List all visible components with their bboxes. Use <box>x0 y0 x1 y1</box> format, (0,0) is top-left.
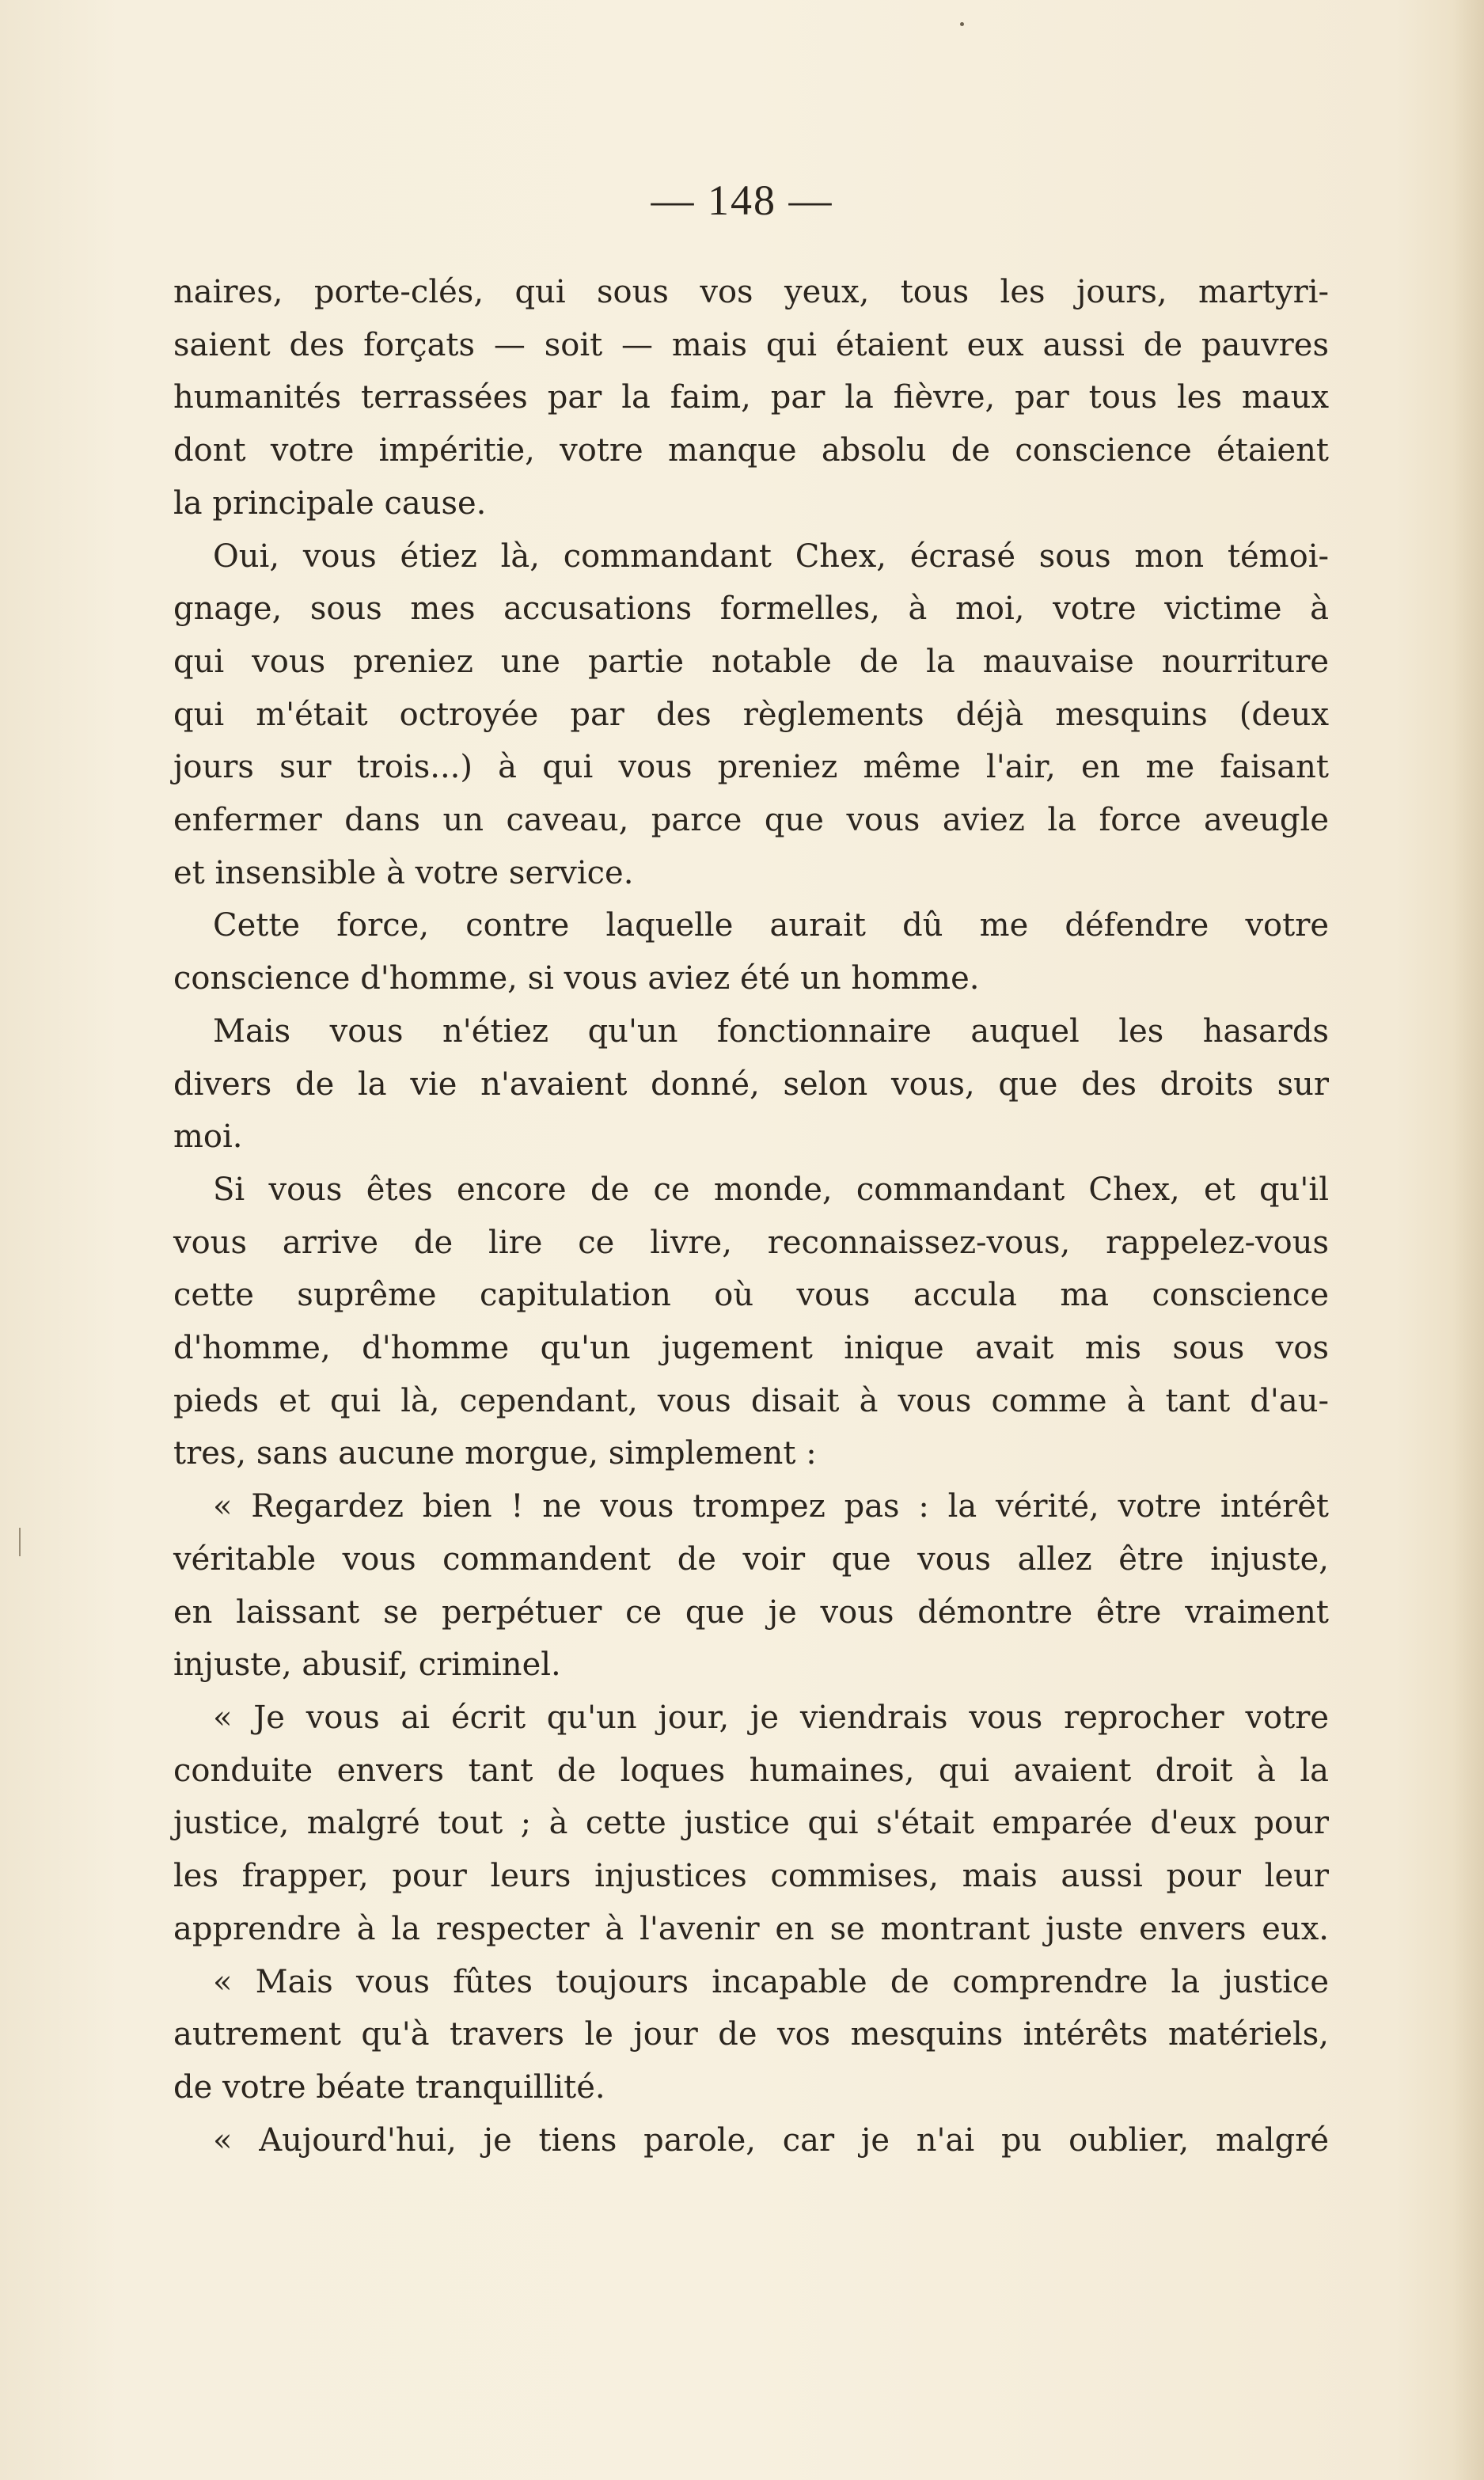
text-line: injuste, abusif, criminel. <box>173 1646 561 1684</box>
text-line: qui m'était octroyée par des règlements déjà mesquins (deux <box>173 696 1329 733</box>
text-line: Oui, vous étiez là, commandant Chex, écrasé sous mon témoi- <box>213 537 1329 575</box>
text-line: gnage, sous mes accusations formelles, à moi, votre victime à <box>173 591 1329 628</box>
text-line: naires, porte-clés, qui sous vos yeux, tous les jours, martyri- <box>173 274 1329 310</box>
text-line: autrement qu'à travers le jour de vos mesquins intérêts matériels, <box>173 2016 1329 2053</box>
text-line: Mais vous n'étiez qu'un fonctionnaire auquel les hasards <box>213 1012 1329 1050</box>
text-line: dont votre impéritie, votre manque absolu de conscience étaient <box>173 432 1329 469</box>
text-line: divers de la vie n'avaient donné, selon vous, que des droits sur <box>173 1065 1329 1103</box>
text-line: conscience d'homme, si vous aviez été un homme. <box>173 960 980 997</box>
text-line: les frapper, pour leurs injustices commises, mais aussi pour leur <box>173 1858 1329 1895</box>
ink-speck <box>960 22 964 26</box>
text-line: cette suprême capitulation où vous accula ma conscience <box>173 1277 1329 1314</box>
text-line: la principale cause. <box>173 484 487 522</box>
body-text <box>173 266 1329 2167</box>
text-line: saient des forçats — soit — mais qui étaient eux aussi de pauvres <box>173 326 1329 363</box>
margin-mark <box>19 1528 21 1556</box>
text-line: conduite envers tant de loques humaines, qui avaient droit à la <box>173 1752 1329 1789</box>
text-line: moi. <box>173 1118 243 1156</box>
text-line: qui vous preniez une partie notable de la mauvaise nourriture <box>173 643 1329 680</box>
text-line: pieds et qui là, cependant, vous disait à vous comme à tant d'au- <box>173 1382 1329 1419</box>
text-line: « Mais vous fûtes toujours incapable de comprendre la justice <box>213 1963 1329 2000</box>
text-line: jours sur trois...) à qui vous preniez même l'air, en me faisant <box>173 749 1329 786</box>
page-number: — 148 — <box>651 177 833 224</box>
text-line: tres, sans aucune morgue, simplement : <box>173 1435 817 1472</box>
text-line: et insensible à votre service. <box>173 854 634 891</box>
text-line: « Je vous ai écrit qu'un jour, je viendrais vous reprocher votre <box>213 1699 1329 1736</box>
text-line: « Aujourd'hui, je tiens parole, car je n'ai pu oublier, malgré <box>213 2121 1329 2159</box>
text-line: de votre béate tranquillité. <box>173 2068 605 2106</box>
text-line: d'homme, d'homme qu'un jugement inique avait mis sous vos <box>173 1330 1329 1367</box>
text-line: humanités terrassées par la faim, par la fièvre, par tous les maux <box>173 379 1329 416</box>
text-line: Si vous êtes encore de ce monde, commandant Chex, et qu'il <box>213 1171 1329 1208</box>
text-line: « Regardez bien ! ne vous trompez pas : la vérité, votre intérêt <box>213 1488 1329 1525</box>
text-line: enfermer dans un caveau, parce que vous aviez la force aveugle <box>173 802 1329 839</box>
text-line: en laissant se perpétuer ce que je vous démontre être vraiment <box>173 1593 1329 1631</box>
text-line: véritable vous commandent de voir que vous allez être injuste, <box>173 1540 1329 1578</box>
text-line: Cette force, contre laquelle aurait dû me défendre votre <box>213 907 1329 944</box>
text-line: justice, malgré tout ; à cette justice qui s'était emparée d'eux pour <box>173 1805 1329 1842</box>
text-line: vous arrive de lire ce livre, reconnaissez-vous, rappelez-vous <box>173 1224 1329 1261</box>
text-line: apprendre à la respecter à l'avenir en se montrant juste envers eux. <box>173 1910 1329 1947</box>
